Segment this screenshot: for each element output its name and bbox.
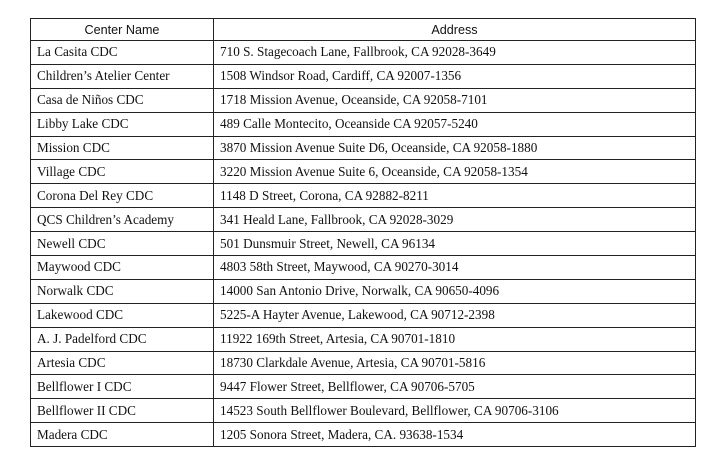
column-header-center-name: Center Name: [31, 19, 214, 41]
center-name-cell: Mission CDC: [31, 136, 214, 160]
center-name-cell: Newell CDC: [31, 232, 214, 256]
table-row: [31, 208, 696, 232]
center-name-cell: Madera CDC: [31, 423, 214, 447]
table-row: [31, 112, 696, 136]
table-row: [31, 303, 696, 327]
table-row: [31, 136, 696, 160]
table-row: [31, 423, 696, 447]
center-name-cell: Village CDC: [31, 160, 214, 184]
address-cell: 14523 South Bellflower Boulevard, Bellflower, CA 90706-3106: [214, 399, 696, 423]
table-row: [31, 399, 696, 423]
center-name-cell: Bellflower I CDC: [31, 375, 214, 399]
table-row: [31, 184, 696, 208]
address-cell: 9447 Flower Street, Bellflower, CA 90706-5705: [214, 375, 696, 399]
table-row: [31, 327, 696, 351]
center-name-cell: La Casita CDC: [31, 41, 214, 65]
address-cell: 1508 Windsor Road, Cardiff, CA 92007-1356: [214, 64, 696, 88]
table-row: [31, 232, 696, 256]
center-name-cell: Children’s Atelier Center: [31, 64, 214, 88]
address-cell: 11922 169th Street, Artesia, CA 90701-1810: [214, 327, 696, 351]
address-cell: 14000 San Antonio Drive, Norwalk, CA 90650-4096: [214, 279, 696, 303]
address-cell: 3220 Mission Avenue Suite 6, Oceanside, CA 92058-1354: [214, 160, 696, 184]
centers-table: [30, 18, 696, 447]
table-row: [31, 279, 696, 303]
document-page: [30, 18, 695, 447]
center-name-cell: A. J. Padelford CDC: [31, 327, 214, 351]
address-cell: 501 Dunsmuir Street, Newell, CA 96134: [214, 232, 696, 256]
table-row: [31, 256, 696, 280]
table-row: [31, 375, 696, 399]
center-name-cell: QCS Children’s Academy: [31, 208, 214, 232]
center-name-cell: Casa de Niños CDC: [31, 88, 214, 112]
center-name-cell: Lakewood CDC: [31, 303, 214, 327]
column-header-address: Address: [214, 19, 696, 41]
address-cell: 489 Calle Montecito, Oceanside CA 92057-5240: [214, 112, 696, 136]
address-cell: 1205 Sonora Street, Madera, CA. 93638-1534: [214, 423, 696, 447]
center-name-cell: Artesia CDC: [31, 351, 214, 375]
center-name-cell: Corona Del Rey CDC: [31, 184, 214, 208]
address-cell: 4803 58th Street, Maywood, CA 90270-3014: [214, 256, 696, 280]
table-row: [31, 64, 696, 88]
center-name-cell: Norwalk CDC: [31, 279, 214, 303]
center-name-cell: Bellflower II CDC: [31, 399, 214, 423]
address-cell: 5225-A Hayter Avenue, Lakewood, CA 90712-2398: [214, 303, 696, 327]
address-cell: 1148 D Street, Corona, CA 92882-8211: [214, 184, 696, 208]
address-cell: 710 S. Stagecoach Lane, Fallbrook, CA 92028-3649: [214, 41, 696, 65]
table-row: [31, 351, 696, 375]
table-row: [31, 88, 696, 112]
address-cell: 1718 Mission Avenue, Oceanside, CA 92058-7101: [214, 88, 696, 112]
center-name-cell: Maywood CDC: [31, 256, 214, 280]
table-header-row: [31, 19, 696, 41]
table-body: [31, 41, 696, 447]
address-cell: 18730 Clarkdale Avenue, Artesia, CA 90701-5816: [214, 351, 696, 375]
center-name-cell: Libby Lake CDC: [31, 112, 214, 136]
table-row: [31, 160, 696, 184]
address-cell: 341 Heald Lane, Fallbrook, CA 92028-3029: [214, 208, 696, 232]
table-row: [31, 41, 696, 65]
address-cell: 3870 Mission Avenue Suite D6, Oceanside, CA 92058-1880: [214, 136, 696, 160]
